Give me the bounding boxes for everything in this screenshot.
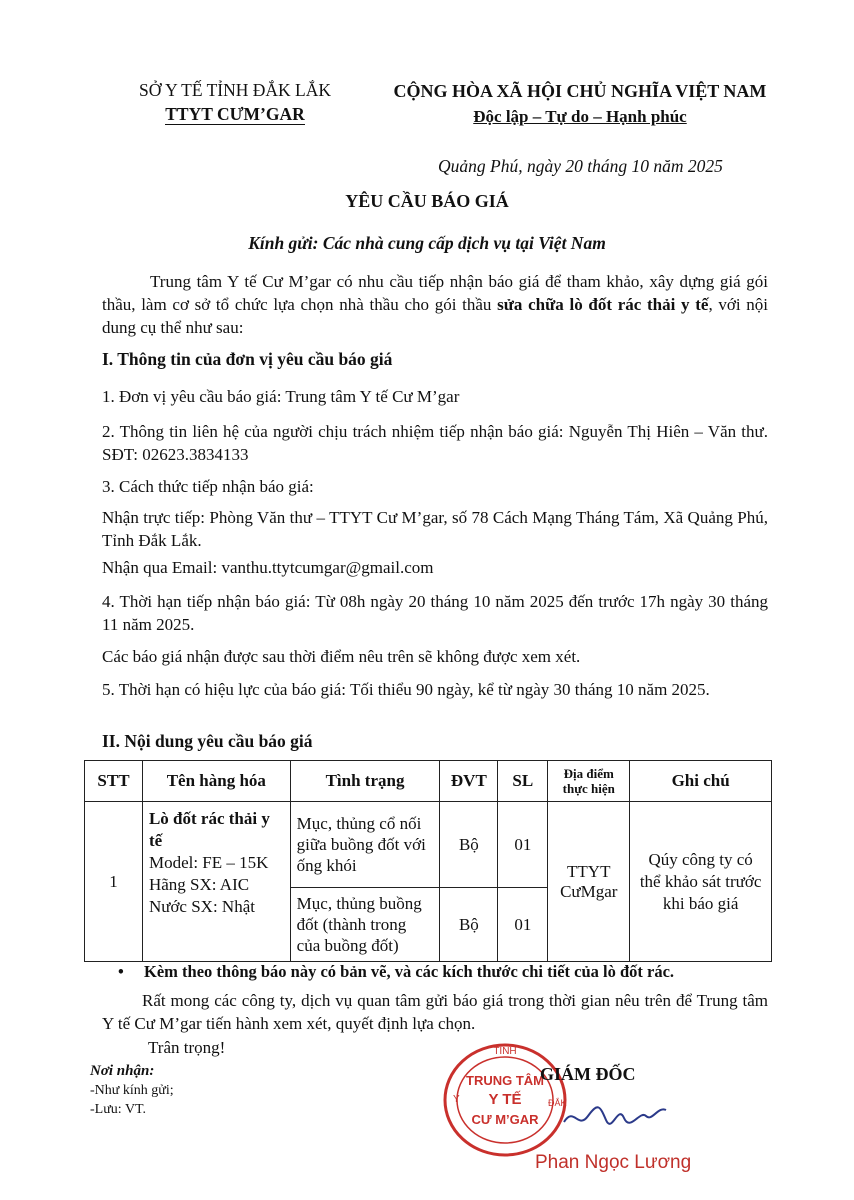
cell-note: Qúy công ty có thể khảo sát trước khi báo giá [630,802,772,962]
th-stt: STT [85,761,143,802]
stamp-line3: CƯ M’GAR [471,1112,539,1127]
th-status: Tình trạng [290,761,440,802]
th-unit: ĐVT [440,761,498,802]
th-location: Địa điểm thực hiện [548,761,630,802]
official-stamp [440,1040,570,1160]
org-parent: SỞ Y TẾ TỈNH ĐẮK LẮK [138,80,331,100]
item-maker: Hãng SX: AIC [148,875,250,894]
intro-bold: sửa chữa lò đốt rác thải y tế [497,295,709,314]
motto [360,104,800,130]
cell-item [142,802,290,962]
section1-item1: 1. Đơn vị yêu cầu báo giá: Trung tâm Y tế Cư M’gar [102,387,460,406]
intro-paragraph [102,270,768,339]
motto-text: Độc lập – Tự do – Hạnh phúc [473,107,687,126]
item-model: Model: FE – 15K [148,853,269,872]
closing-paragraph: Rất mong các công ty, dịch vụ quan tâm gửi báo giá trong thời gian nêu trên để Trung tâm Y tế Cư M’gar tiến hành xem xét, quyết định lựa chọn. [102,991,768,1033]
stamp-top: TỈNH [493,1046,517,1057]
addressee: Kính gửi: Các nhà cung cấp dịch vụ tại Việt Nam [248,233,606,253]
stamp-line1: TRUNG TÂM [466,1073,544,1088]
item-name: Lò đốt rác thải y tế [148,809,270,850]
org-name [100,102,370,126]
country-name: CỘNG HÒA XÃ HỘI CHỦ NGHĨA VIỆT NAM [393,81,767,101]
th-note: Ghi chú [630,761,772,802]
stamp-line2: Y TẾ [488,1091,522,1108]
org-name-text: TTYT CƯM’GAR [165,104,305,124]
cell-status-2: Mục, thủng buồng đốt (thành trong của buồng đốt) [290,888,440,962]
bullet-icon: • [118,962,124,981]
section1-item4-note: Các báo giá nhận được sau thời điểm nêu trên sẽ không được xem xét. [102,647,581,666]
stamp-side-right: ĐẮK [548,1098,567,1108]
section2-heading: II. Nội dung yêu cầu báo giá [102,731,313,751]
document-title: YÊU CẦU BÁO GIÁ [345,191,509,211]
signer-title: GIÁM ĐỐC [540,1064,636,1084]
signature-mark [560,1096,670,1136]
th-qty: SL [498,761,548,802]
cell-stt: 1 [85,802,143,962]
attachment-note-text: Kèm theo thông báo này có bản vẽ, và các kích thước chi tiết của lò đốt rác. [144,962,675,981]
recipients-line1: -Như kính gửi; [90,1083,174,1098]
signer-name: Phan Ngọc Lương [535,1152,692,1173]
cell-qty-1: 01 [498,802,548,888]
quote-table [84,760,772,962]
table-header-row [85,761,772,802]
header-left [100,78,370,126]
attachment-note [118,962,778,982]
place-date: Quảng Phú, ngày 20 tháng 10 năm 2025 [438,156,723,176]
section1-item3-email: Nhận qua Email: vanthu.ttytcumgar@gmail.com [102,558,434,577]
section1-item3: 3. Cách thức tiếp nhận báo giá: [102,477,314,496]
recipients [90,1062,174,1119]
section1-heading: I. Thông tin của đơn vị yêu cầu báo giá [102,349,393,369]
table-row [85,802,772,888]
stamp-side-left: Y [453,1094,460,1105]
intro-after: , với nội dung cụ thể như sau: [102,295,769,337]
recipients-line2: -Lưu: VT. [90,1102,147,1117]
regards: Trân trọng! [148,1038,226,1057]
cell-qty-2: 01 [498,888,548,962]
section1-item4: 4. Thời hạn tiếp nhận báo giá: Từ 08h ngày 20 tháng 10 năm 2025 đến trước 17h ngày 30 tháng 11 năm 2025. [102,592,768,634]
section1-item5: 5. Thời hạn có hiệu lực của báo giá: Tối thiểu 90 ngày, kể từ ngày 30 tháng 10 năm 2025. [102,680,710,699]
section1-item3-direct: Nhận trực tiếp: Phòng Văn thư – TTYT Cư M’gar, số 78 Cách Mạng Tháng Tám, Xã Quảng Phú, Tỉnh Đắk Lắk. [102,508,768,550]
recipients-label: Nơi nhận: [90,1063,155,1079]
item-country: Nước SX: Nhật [148,897,255,916]
cell-status-1: Mục, thủng cổ nối giữa buồng đốt với ống khói [290,802,440,888]
cell-location: TTYT CưMgar [548,802,630,962]
section1-item2: 2. Thông tin liên hệ của người chịu trách nhiệm tiếp nhận báo giá: Nguyễn Thị Hiên – Văn thư. SĐT: 02623.3834133 [102,422,768,464]
th-name: Tên hàng hóa [142,761,290,802]
cell-unit-1: Bộ [440,802,498,888]
header-right [360,78,800,130]
cell-unit-2: Bộ [440,888,498,962]
intro-before: Trung tâm Y tế Cư M’gar có nhu cầu tiếp nhận báo giá để tham khảo, xây dựng giá gói thầu, làm cơ sở tổ chức lựa chọn nhà thầu cho gói thầu [102,272,768,314]
